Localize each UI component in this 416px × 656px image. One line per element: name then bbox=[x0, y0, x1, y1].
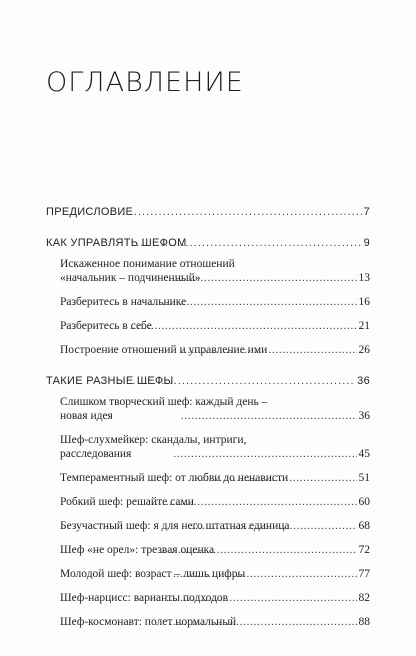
toc-entry-section[interactable] bbox=[46, 257, 370, 285]
toc-page-number: 68 bbox=[358, 520, 370, 532]
toc-entry-label: Молодой шеф: возраст – лишь цифры bbox=[60, 568, 246, 580]
toc-page-number: 13 bbox=[358, 272, 370, 284]
toc-page-number: 45 bbox=[358, 448, 370, 460]
toc-entry-label: Робкий шеф: решайте сами bbox=[60, 496, 194, 508]
toc-entry-section[interactable] bbox=[46, 433, 370, 461]
toc-entry-label: КАК УПРАВЛЯТЬ ШЕФОМ bbox=[46, 237, 187, 249]
toc-entry-label: Шеф-нарцисс: варианты подходов bbox=[60, 592, 229, 604]
toc-page-number: 77 bbox=[358, 568, 370, 580]
toc-entry-section[interactable] bbox=[46, 471, 370, 485]
toc-page-number: 26 bbox=[358, 344, 370, 356]
dot-leader bbox=[188, 519, 356, 533]
toc-entry-section[interactable] bbox=[46, 295, 370, 309]
toc-entry-preface[interactable] bbox=[46, 205, 370, 219]
toc-entry-label: Разберитесь в себе bbox=[60, 320, 152, 332]
dot-leader bbox=[136, 236, 361, 250]
dot-leader bbox=[161, 543, 357, 557]
toc-entry-section[interactable] bbox=[46, 567, 370, 581]
toc-entry-label: Темпераментный шеф: от любви до ненависти bbox=[60, 472, 289, 484]
toc-page-number: 72 bbox=[358, 544, 370, 556]
dot-leader bbox=[130, 319, 357, 333]
dot-leader bbox=[169, 271, 357, 285]
dot-leader bbox=[181, 343, 357, 357]
toc-page-number: 9 bbox=[363, 237, 370, 249]
toc-entry-label: Разберитесь в начальнике bbox=[60, 296, 187, 308]
table-of-contents bbox=[46, 205, 370, 629]
toc-page-number: 51 bbox=[358, 472, 370, 484]
toc-entry-label-line2: расследования bbox=[60, 448, 132, 460]
toc-entry-label-line2: новая идея bbox=[60, 410, 113, 422]
toc-entry-section[interactable] bbox=[46, 591, 370, 605]
toc-entry-chapter-2[interactable] bbox=[46, 374, 370, 388]
dot-leader bbox=[109, 205, 361, 219]
toc-entry-label: Шеф-космонавт: полет нормальный bbox=[60, 616, 237, 628]
dot-leader bbox=[148, 295, 357, 309]
toc-entry-section[interactable] bbox=[46, 495, 370, 509]
toc-entry-section[interactable] bbox=[46, 319, 370, 333]
toc-entry-label-line2: «начальник – подчиненный» bbox=[60, 272, 201, 284]
toc-entry-section[interactable] bbox=[46, 343, 370, 357]
dot-leader bbox=[128, 374, 355, 388]
toc-entry-label-line1: Шеф-слухмейкер: скандалы, интриги, bbox=[60, 434, 247, 446]
dot-leader bbox=[170, 615, 357, 629]
dot-leader bbox=[181, 409, 357, 423]
toc-page-number: 36 bbox=[358, 410, 370, 422]
dot-leader bbox=[173, 567, 357, 581]
toc-page-number: 88 bbox=[358, 616, 370, 628]
toc-page-number: 36 bbox=[357, 375, 370, 387]
toc-entry-section[interactable] bbox=[46, 519, 370, 533]
toc-page-number: 60 bbox=[358, 496, 370, 508]
toc-entry-chapter-1[interactable] bbox=[46, 236, 370, 250]
toc-entry-label: ПРЕДИСЛОВИЕ bbox=[46, 206, 134, 218]
toc-page-number: 7 bbox=[363, 206, 370, 218]
toc-entry-label: Безучастный шеф: я для него штатная единица bbox=[60, 520, 290, 532]
dot-leader bbox=[152, 495, 357, 509]
toc-entry-label: Шеф «не орел»: трезвая оценка bbox=[60, 544, 215, 556]
toc-entry-section[interactable] bbox=[46, 395, 370, 423]
toc-page-number: 82 bbox=[358, 592, 370, 604]
toc-entry-label-line1: Искаженное понимание отношений bbox=[60, 258, 235, 270]
toc-entry-section[interactable] bbox=[46, 615, 370, 629]
dot-leader bbox=[173, 447, 356, 461]
toc-entry-section[interactable] bbox=[46, 543, 370, 557]
toc-page-number: 16 bbox=[358, 296, 370, 308]
toc-page-number: 21 bbox=[358, 320, 370, 332]
dot-leader bbox=[166, 591, 356, 605]
toc-entry-label-line1: Слишком творческий шеф: каждый день – bbox=[60, 396, 268, 408]
toc-entry-label: ТАКИЕ РАЗНЫЕ ШЕФЫ bbox=[46, 375, 174, 387]
page-title: ОГЛАВЛЕНИЕ bbox=[46, 67, 244, 98]
toc-entry-label: Построение отношений и управление ими bbox=[60, 344, 268, 356]
dot-leader bbox=[188, 471, 357, 485]
